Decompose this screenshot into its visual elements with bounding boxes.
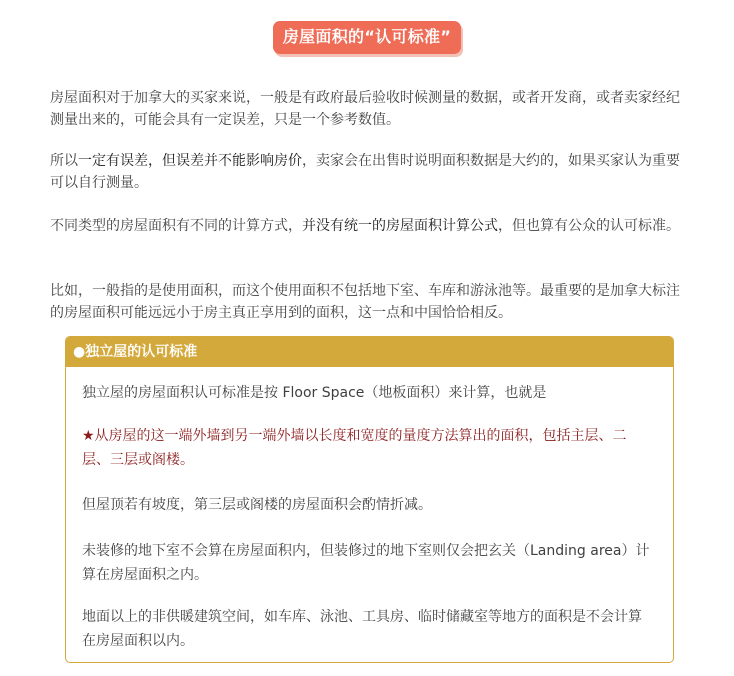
box-paragraph-measurement: ★从房屋的这一端外墙到另一端外墙以长度和宽度的量度方法算出的面积，包括主层、二层、三层或阁楼。 <box>82 428 627 468</box>
paragraph-calc-method <box>50 215 686 237</box>
paragraph-error <box>50 150 686 194</box>
box-paragraph-slope: 但屋顶若有坡度，第三层或阁楼的房屋面积会酌情折减。 <box>82 497 432 513</box>
paragraph-calc-emphasis: 并没有统一的房屋面积计算公式 <box>302 218 498 234</box>
box-paragraph-basement: 未装修的地下室不会算在房屋面积内，但装修过的地下室则仅会把玄关（Landing area）计算在房屋面积之内。 <box>82 543 650 583</box>
paragraph-error-lead: 所以 <box>50 153 78 169</box>
paragraph-error-emphasis: 一定有误差，但误差并不能影响房价 <box>78 153 302 169</box>
paragraph-calc-lead: 不同类型的房屋面积有不同的计算方式， <box>50 218 302 234</box>
box-header: ●独立屋的认可标准 <box>66 337 673 367</box>
title-wrapper <box>0 21 734 54</box>
paragraph-example: 比如，一般指的是使用面积，而这个使用面积不包括地下室、车库和游泳池等。最重要的是加拿大标注的房屋面积可能远远小于房主真正享用到的面积，这一点和中国恰恰相反。 <box>50 283 680 321</box>
page-title: 房屋面积的“认可标准” <box>273 21 461 54</box>
box-paragraph-unheated: 地面以上的非供暖建筑空间，如车库、泳池、工具房、临时储藏室等地方的面积是不会计算在房屋面积以内。 <box>82 609 642 649</box>
paragraph-calc-tail: ，但也算有公众的认可标准。 <box>498 218 680 234</box>
box-paragraph-floor-space: 独立屋的房屋面积认可标准是按 Floor Space（地板面积）来计算，也就是 <box>82 385 547 401</box>
detached-house-standard-box <box>65 336 674 663</box>
paragraph-intro: 房屋面积对于加拿大的买家来说，一般是有政府最后验收时候测量的数据，或者开发商，或者卖家经纪测量出来的，可能会具有一定误差，只是一个参考数值。 <box>50 90 680 128</box>
paragraph-error-tail: ，卖家会在出售时说明面积数据是大约的，如果买家认为重要可以自行测量。 <box>50 153 680 191</box>
